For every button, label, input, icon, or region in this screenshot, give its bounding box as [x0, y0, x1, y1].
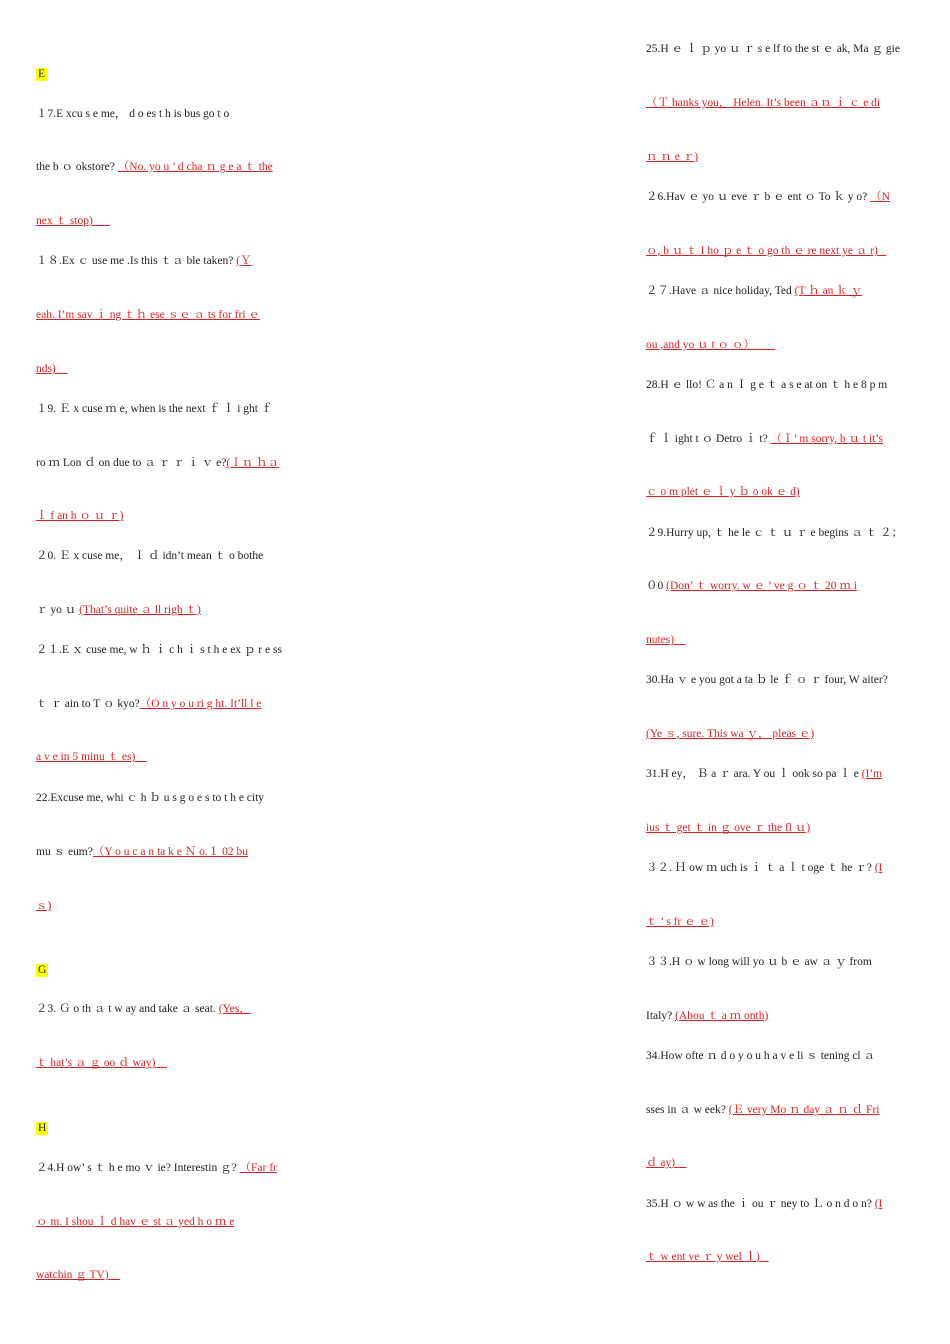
answer-18: (Ｙ	[236, 255, 252, 267]
question-34-line2	[646, 1103, 879, 1117]
answer-28: （Ｉ’ m sorry, b ｕ t it’s	[770, 433, 884, 445]
question-17-line2	[36, 160, 273, 174]
answer-29-line3	[646, 633, 686, 647]
question-21-line2	[36, 697, 261, 711]
question-29-text-cont: ０0	[646, 580, 667, 592]
answer-26-cont: ｏ, b ｕ ｔ I ho ｐ e ｔ o go th ｅ re next ye ａ r)	[646, 245, 878, 257]
answer-31-line2	[646, 821, 810, 835]
question-23-text: ２3. Ｇ o th ａ t w ay and take ａ seat.	[36, 1003, 219, 1015]
question-35-line1	[646, 1197, 882, 1211]
answer-21-cont: a v e in 5 minu ｔ es)	[36, 751, 136, 763]
question-33-line2	[646, 1009, 768, 1023]
answer-blank-18	[56, 363, 68, 375]
answer-blank-26	[878, 245, 887, 257]
answer-21: （O n y o u ri g ht. It’ll l e	[139, 698, 262, 710]
question-23-line1	[36, 1002, 251, 1016]
question-29-line2	[646, 579, 857, 593]
question-20-text: ２0. Ｅ x cuse me， Ｉ ｄ idn’t mean ｔ o bothe	[36, 550, 264, 562]
section-label-h	[36, 1121, 48, 1135]
question-33-text: ３３.H ｏ w long will yo ｕ b ｅ aw ａ ｙ from	[646, 956, 872, 968]
answer-24-end: watchin ｇ TV)	[36, 1269, 109, 1281]
question-28-text-cont: ｆ ｌ ight t ｏ Detro ｉ t?	[646, 433, 771, 445]
answer-32: (I	[874, 862, 883, 874]
answer-blank-23	[155, 1057, 167, 1069]
question-26-text: ２6.Hav ｅ yo ｕ eve ｒ b ｅ ent ｏ To ｋ y o?	[646, 191, 871, 203]
answer-25-line2	[646, 96, 880, 110]
answer-20: (That’s quite ａ ll righ ｔ)	[79, 604, 201, 616]
answer-32-line2	[646, 915, 714, 929]
question-20-text-cont: ｒ yo ｕ	[36, 604, 80, 616]
section-e-highlight: E	[38, 68, 46, 80]
answer-25-cont: ｎ ｎ e ｒ)	[646, 151, 699, 163]
question-19-text-cont: ro ｍ Lon ｄ on due to ａ ｒ ｒ ｉ ｖ e?	[36, 457, 227, 469]
answer-34-cont: ｄ ay)	[646, 1157, 676, 1169]
answer-23: (Yes，	[218, 1003, 251, 1015]
question-28-text: 28.H ｅ llo! Ｃ a n Ｉ g e ｔ a s e at on ｔ h e 8 p m	[646, 379, 888, 391]
question-28-line2	[646, 432, 883, 446]
answer-27: (T ｈ an ｋ ｙ	[794, 285, 863, 297]
question-26-line1	[646, 190, 890, 204]
answer-blank-17	[93, 215, 110, 227]
answer-25-line3	[646, 150, 698, 164]
question-22-text: 22.Excuse me, whi ｃ h ｂ u s g o e s to t h e city	[36, 792, 265, 804]
answer-17-cont: nex ｔ stop)	[36, 215, 93, 227]
answer-34: (Ｅ very Mo ｎ day ａ ｎ ｄ Fri	[728, 1104, 880, 1116]
question-27-line1	[646, 284, 862, 298]
question-34-text: 34.How ofte ｎ d o y o u h a v e li ｓ tening cl ａ	[646, 1050, 876, 1062]
question-21-text: ２１.E ｘ cuse me, w ｈ ｉ c h ｉ s t h e ex ｐ r e ss	[36, 644, 282, 656]
answer-blank-29	[674, 634, 686, 646]
question-19-text: １9. Ｅ x cuse ｍ e, when is the next ｆ ｌ i ght ｆ	[36, 403, 273, 415]
answer-18-end: nds)	[36, 363, 56, 375]
answer-22-line3	[36, 899, 51, 913]
section-label-g	[36, 963, 48, 977]
question-25-text: 25.H ｅ ｌ ｐ yo ｕ ｒ s e lf to the st ｅ ak, Ma ｇ gie	[646, 43, 900, 55]
section-g-highlight: G	[38, 964, 47, 976]
question-18-line1	[36, 254, 252, 268]
answer-24-line2	[36, 1215, 234, 1229]
question-29-text: ２9.Hurry up, ｔ he le ｃ ｔ ｕ ｒ e begins ａ ｔ ２；	[646, 527, 904, 539]
question-22-line2	[36, 845, 248, 859]
answer-18-cont: eah. I’m sav ｉ ng ｔｈ ese ｓｅ ａ ts for fri ｅ	[36, 309, 260, 321]
question-18-text: １８.Ex ｃ use me .Is this ｔａ ble taken?	[36, 255, 237, 267]
section-label-e	[36, 67, 47, 81]
answer-35-cont: ｔ w ent ve ｒ y wel ｌ)	[646, 1251, 761, 1263]
answer-24-cont: ｏ m. I shou ｌ d hav ｅ st ａ yed h o ｍ e	[36, 1216, 235, 1228]
answer-27-line2	[646, 338, 775, 352]
question-17-text: １7.E xcu s e me， d o es t h is bus go t o	[36, 108, 230, 120]
answer-22: （Y o u c a n ta k e Ｎ o.１ 02 bu	[92, 846, 248, 858]
answer-29: (Don’ ｔ worry. w ｅ ’ ve g ｏ ｔ 20 ｍ i	[666, 580, 857, 592]
section-h-highlight: H	[38, 1122, 47, 1134]
answer-blank-35	[760, 1251, 769, 1263]
answer-blank-27	[755, 339, 775, 351]
question-17-line3	[36, 214, 110, 228]
question-24-line1	[36, 1161, 277, 1175]
answer-25: （Ｔ hanks you， Helen. It’s been ａｎ ｉ ｃ e di	[646, 97, 881, 109]
answer-28-line3	[646, 485, 800, 499]
answer-28-cont: ｃ o m plet ｅ ｌ y ｂ o ok ｅ d)	[646, 486, 800, 498]
answer-19-line3	[36, 509, 124, 523]
answer-26: （N	[870, 191, 890, 203]
answer-24: （Far fr	[239, 1162, 277, 1174]
answer-33: (Abou ｔ a ｍ onth)	[675, 1010, 769, 1022]
answer-30-line2	[646, 727, 814, 741]
answer-24-line3	[36, 1268, 120, 1282]
question-17-text-cont: the b ｏ okstore?	[36, 161, 118, 173]
question-19-line2	[36, 456, 279, 470]
answer-18-line2	[36, 308, 260, 322]
answer-32-cont: ｔ ’ s fr ｅ ｅ)	[646, 916, 714, 928]
answer-blank-34	[675, 1157, 687, 1169]
question-31-line1	[646, 767, 882, 781]
question-20-line2	[36, 603, 201, 617]
answer-22-cont: ｓ)	[36, 900, 52, 912]
question-31-text: 31.H ey， Ｂ a ｒ ara. Y ou ｌ ook so pa ｌ e	[646, 768, 862, 780]
answer-blank-21	[135, 751, 147, 763]
question-21-text-cont: ｔ ｒ ain to T ｏ kyo?	[36, 698, 140, 710]
answer-23-line2	[36, 1056, 167, 1070]
question-30-text: 30.Ha ｖ e you got a ta ｂ le ｆ ｏ ｒ four, W aiter?	[646, 674, 888, 686]
answer-18-line3	[36, 362, 67, 376]
answer-26-line2	[646, 244, 887, 258]
answer-35: (I	[874, 1198, 883, 1210]
answer-17: （No. yo u ’ d cha ｎ g e a ｔ the	[117, 161, 273, 173]
question-32-line1	[646, 861, 882, 875]
answer-34-line3	[646, 1156, 687, 1170]
answer-blank-24	[109, 1269, 121, 1281]
answer-29-cont: nutes)	[646, 634, 675, 646]
answer-23-cont: ｔ hat’s ａ ｇ oo ｄ way)	[36, 1057, 156, 1069]
answer-19-cont: ｌ f an h ｏ ｕ ｒ)	[36, 510, 124, 522]
answer-21-line3	[36, 750, 147, 764]
answer-19: (Ｉｎ ｈａ	[226, 457, 280, 469]
question-27-text: ２７.Have ａ nice holiday, Ted	[646, 285, 795, 297]
answer-31-cont: ius ｔ get ｔ in ｇ ove ｒ the fl ｕ)	[646, 822, 811, 834]
question-22-text-cont: mu ｓ eum?	[36, 846, 93, 858]
question-34-text-cont: sses in ａ w eek?	[646, 1104, 729, 1116]
answer-30: (Ye ｓ, sure. This wa ｙ， pleas ｅ)	[646, 728, 815, 740]
answer-27-cont: ou ,and yo ｕ t ｏ ｏ）	[646, 339, 755, 351]
question-24-text: ２4.H ow’ s ｔ h e mo ｖ ie? Interestin ｇ?	[36, 1162, 240, 1174]
question-33-text-cont: Italy?	[646, 1010, 676, 1022]
answer-35-line2	[646, 1250, 769, 1264]
answer-31: (I’m	[861, 768, 883, 780]
question-32-text: ３２. Ｈ ow ｍ uch is ｉ ｔ a ｌ t oge ｔ he ｒ?	[646, 862, 875, 874]
question-35-text: 35.H ｏ w w as the ｉ ou ｒ ney to Ｌ o n d o n?	[646, 1198, 875, 1210]
